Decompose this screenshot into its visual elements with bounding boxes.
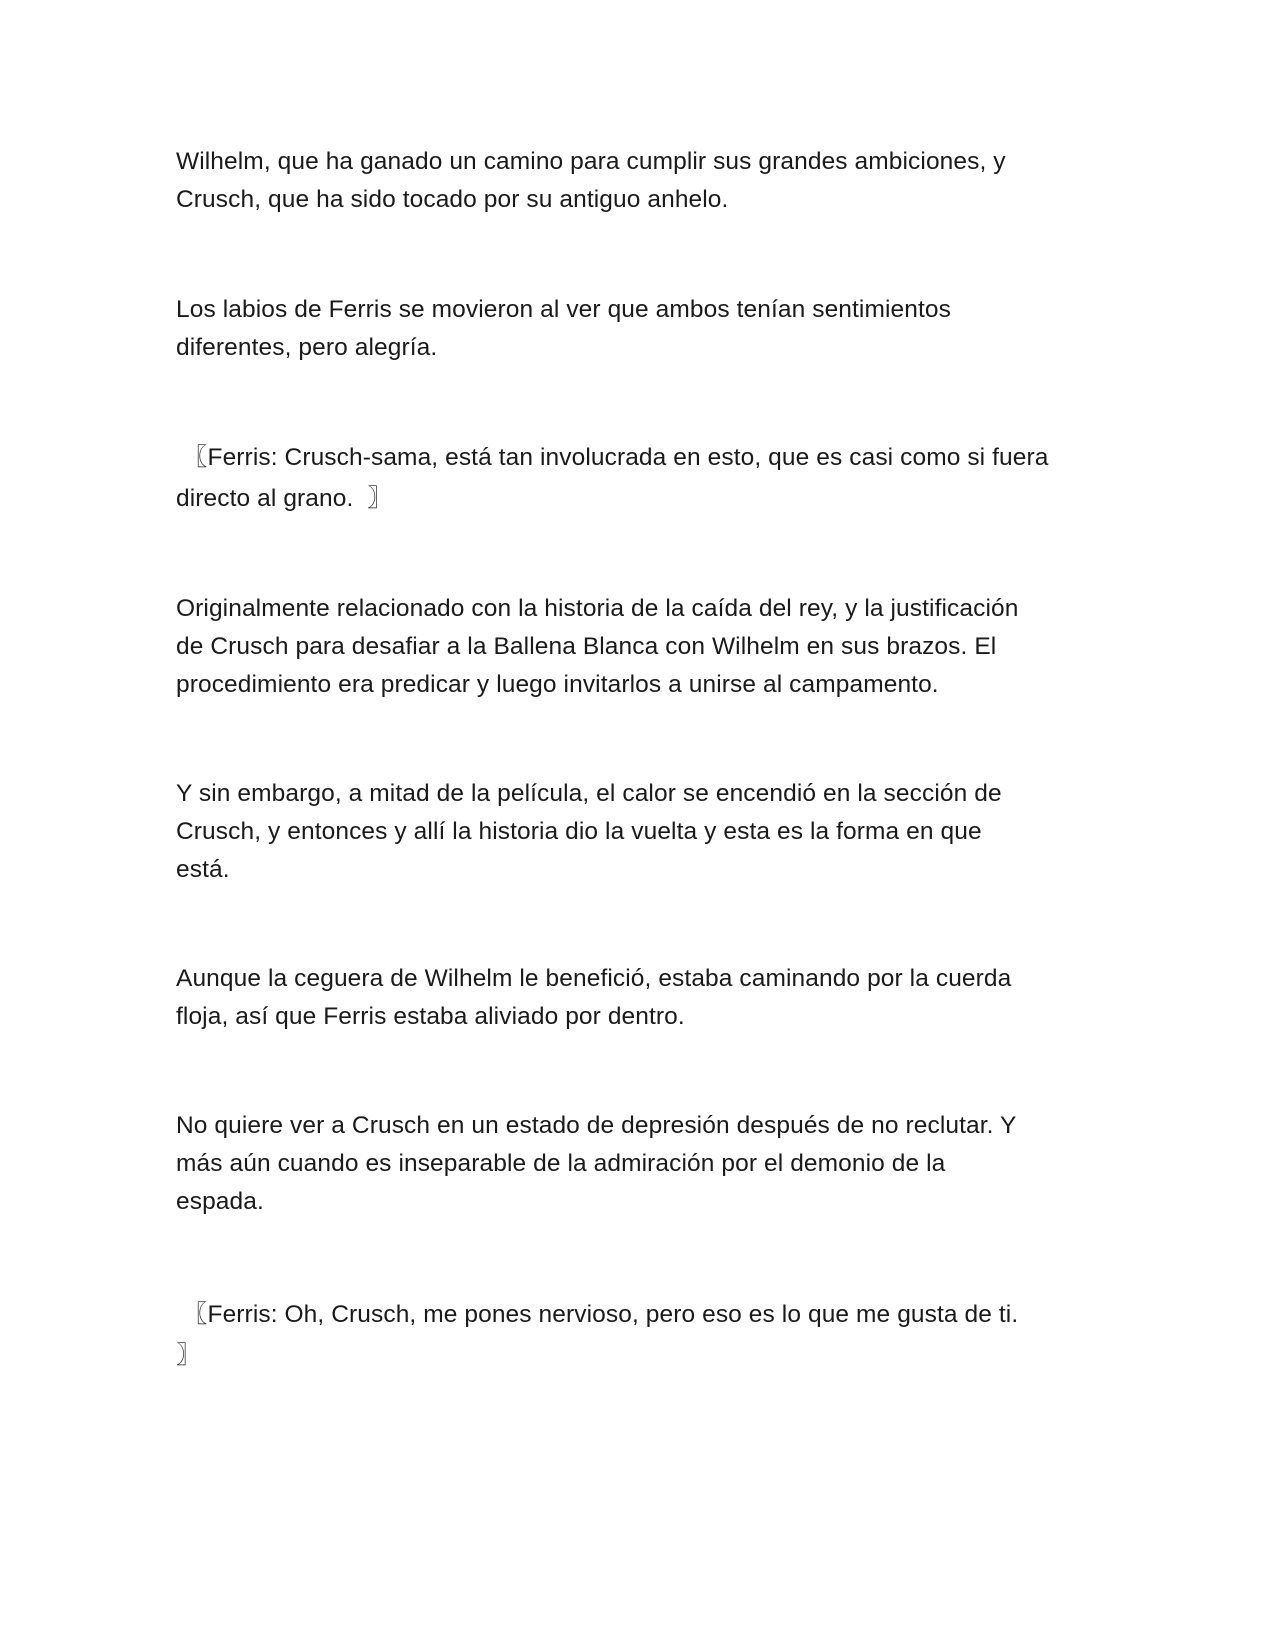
paragraph-4: Y sin embargo, a mitad de la película, el calor se encendió en la sección de Crusch, y entonces y allí la historia dio la vuelta y esta es la forma en que está. (176, 780, 1002, 883)
paragraph-1: Wilhelm, que ha ganado un camino para cumplir sus grandes ambiciones, y Crusch, que ha sido tocado por su antiguo anhelo. (176, 148, 1006, 213)
paragraph-3: Originalmente relacionado con la historia de la caída del rey, y la justificación de Crusch para desafiar a la Ballena Blanca con Wilhelm en sus brazos. El procedimiento era predicar y luego invitarlos a unirse al campamento. (176, 595, 1019, 698)
dialogue-1: 〖Ferris: Crusch-sama, está tan involucrada en esto, que es casi como si fuera directo al grano. 〗 (176, 444, 1049, 512)
paragraph-2: Los labios de Ferris se movieron al ver que ambos tenían sentimientos diferentes, pero alegría. (176, 296, 951, 361)
paragraph-6: No quiere ver a Crusch en un estado de depresión después de no reclutar. Y más aún cuando es inseparable de la admiración por el demonio de la espada. (176, 1112, 1017, 1215)
paragraph-5: Aunque la ceguera de Wilhelm le benefició, estaba caminando por la cuerda floja, así que Ferris estaba aliviado por dentro. (176, 965, 1012, 1030)
dialogue-2: 〖Ferris: Oh, Crusch, me pones nervioso, pero eso es lo que me gusta de ti. 〗 (176, 1301, 1019, 1369)
